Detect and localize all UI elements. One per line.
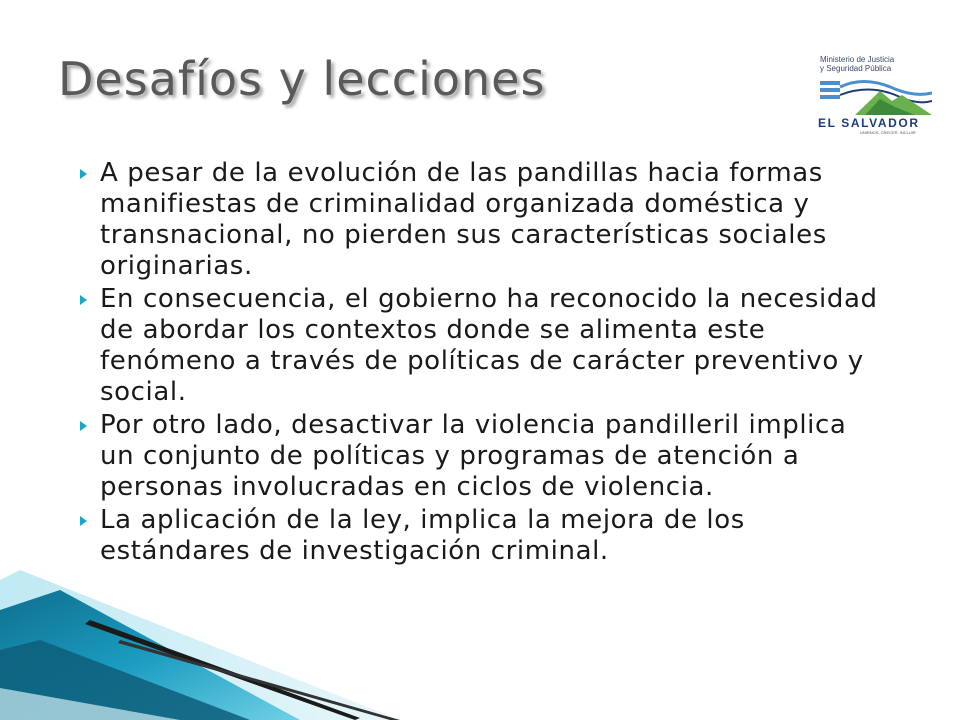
bullet-text: La aplicación de la ley, implica la mejora de los estándares de investigación criminal. xyxy=(100,505,745,566)
logo-line-1: Ministerio de Justicia xyxy=(820,55,895,64)
bullet-arrow-icon xyxy=(80,516,87,526)
bullet-item xyxy=(72,284,882,408)
bullet-item xyxy=(72,505,882,567)
bullet-arrow-icon xyxy=(80,421,87,431)
logo-brand: EL SALVADOR xyxy=(818,116,920,130)
bullet-text: A pesar de la evolución de las pandillas hacia formas manifiestas de criminalidad organizada doméstica y transnacional, no pierden sus características sociales originarias. xyxy=(100,158,827,281)
ministry-logo xyxy=(814,55,938,135)
bullet-item xyxy=(72,410,882,503)
logo-tagline: UNIRNOS, CRECER, INCLUIR xyxy=(860,130,916,135)
bullet-list xyxy=(72,158,882,569)
bullet-arrow-icon xyxy=(80,169,87,179)
bullet-text: En consecuencia, el gobierno ha reconocido la necesidad de abordar los contextos donde se alimenta este fenómeno a través de políticas de carácter preventivo y social. xyxy=(100,284,878,407)
slide-title: Desafíos y lecciones xyxy=(58,52,546,106)
logo-ministry-name xyxy=(820,55,894,73)
bullet-arrow-icon xyxy=(80,295,87,305)
bullet-text: Por otro lado, desactivar la violencia pandilleril implica un conjunto de políticas y programas de atención a personas involucradas en ciclos de violencia. xyxy=(100,410,847,502)
flag-mountain-icon xyxy=(820,77,932,115)
bullet-item xyxy=(72,158,882,282)
logo-line-2: y Seguridad Pública xyxy=(820,64,892,73)
corner-decoration xyxy=(0,570,400,720)
